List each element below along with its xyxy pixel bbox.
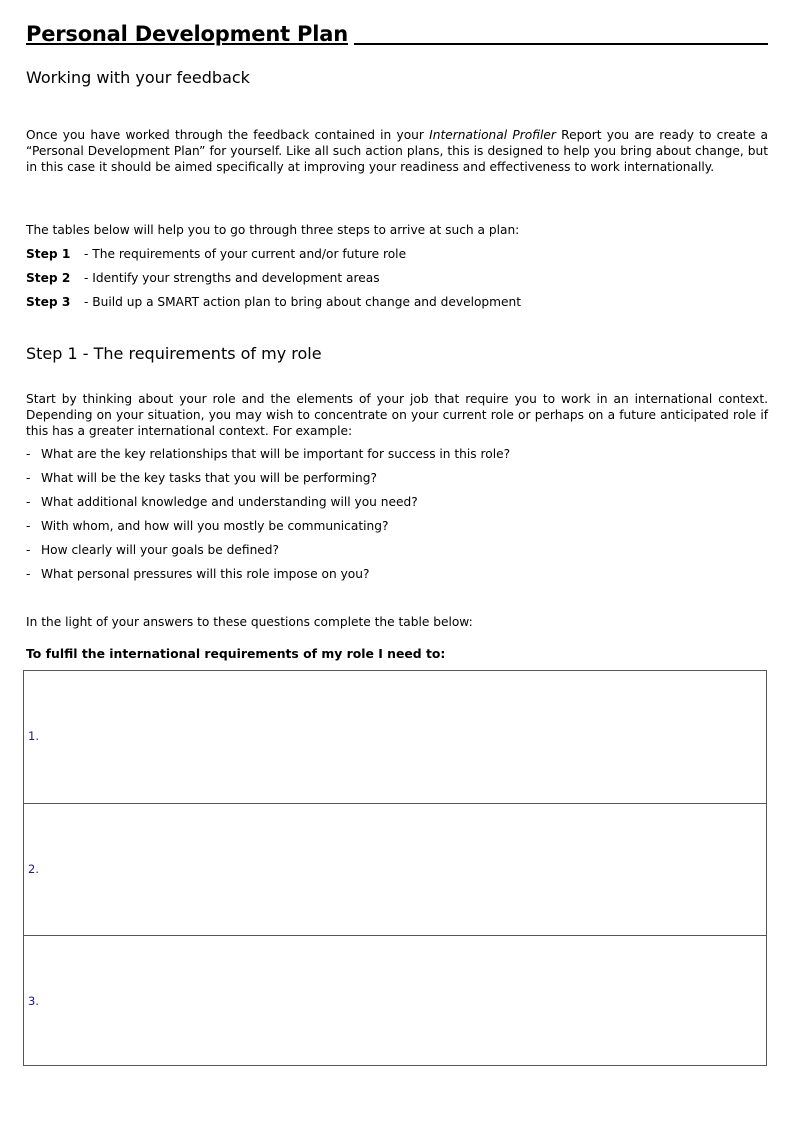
bullet-dash: - bbox=[26, 567, 31, 581]
steps-intro: The tables below will help you to go through three steps to arrive at such a plan: bbox=[26, 223, 520, 237]
step1-heading: Step 1 - The requirements of my role bbox=[26, 344, 322, 363]
table-row[interactable] bbox=[24, 935, 766, 1067]
step-text-2: - Identify your strengths and development areas bbox=[84, 271, 380, 285]
bullet-dash: - bbox=[26, 471, 31, 485]
step-label-3: Step 3 bbox=[26, 295, 71, 309]
bullet-dash: - bbox=[26, 543, 31, 557]
step-label-2: Step 2 bbox=[26, 271, 71, 285]
intro-report-name: International Profiler bbox=[429, 128, 556, 142]
intro-text-end: Report you are ready to create a “Personal Development Plan” for yourself. Like all such action plans, this is designed to help you bring about change, but in this case it should be aimed specifically at improving your readiness and effectiveness to work internationally. bbox=[26, 128, 768, 174]
page-subtitle: Working with your feedback bbox=[26, 68, 250, 87]
row-number: 3. bbox=[28, 994, 39, 1008]
question-text: What additional knowledge and understanding will you need? bbox=[41, 495, 418, 509]
question-item bbox=[26, 470, 377, 486]
question-item bbox=[26, 542, 279, 558]
bullet-dash: - bbox=[26, 447, 31, 461]
table-row[interactable] bbox=[24, 803, 766, 935]
step-line-3 bbox=[26, 294, 521, 310]
question-text: How clearly will your goals be defined? bbox=[41, 543, 279, 557]
question-item bbox=[26, 446, 510, 462]
question-text: What will be the key tasks that you will be performing? bbox=[41, 471, 377, 485]
table-heading: To fulfil the international requirements of my role I need to: bbox=[26, 646, 446, 661]
question-text: With whom, and how will you mostly be communicating? bbox=[41, 519, 389, 533]
intro-paragraph bbox=[26, 127, 768, 175]
intro-text-start: Once you have worked through the feedback contained in your bbox=[26, 128, 430, 142]
row-number: 2. bbox=[28, 862, 39, 876]
step-label-1: Step 1 bbox=[26, 247, 71, 261]
question-item bbox=[26, 566, 369, 582]
row-number: 1. bbox=[28, 729, 39, 743]
step-text-1: - The requirements of your current and/or future role bbox=[84, 247, 407, 261]
bullet-dash: - bbox=[26, 495, 31, 509]
step-line-2 bbox=[26, 270, 380, 286]
question-item bbox=[26, 494, 418, 510]
title-row bbox=[26, 22, 768, 46]
title-underline bbox=[354, 43, 768, 45]
question-text: What personal pressures will this role impose on you? bbox=[41, 567, 370, 581]
step-line-1 bbox=[26, 246, 406, 262]
question-item bbox=[26, 518, 388, 534]
question-text: What are the key relationships that will be important for success in this role? bbox=[41, 447, 511, 461]
step1-paragraph: Start by thinking about your role and the elements of your job that require you to work in an international context. Depending on your situation, you may wish to concentrate on your current role or perhaps on a future anticipated role if this has a greater international context. For example: bbox=[26, 392, 768, 438]
requirements-table bbox=[23, 670, 767, 1066]
page-title: Personal Development Plan bbox=[26, 22, 348, 46]
table-row[interactable] bbox=[24, 671, 766, 803]
bullet-dash: - bbox=[26, 519, 31, 533]
step-text-3: - Build up a SMART action plan to bring about change and development bbox=[84, 295, 522, 309]
table-instruction: In the light of your answers to these questions complete the table below: bbox=[26, 615, 473, 629]
